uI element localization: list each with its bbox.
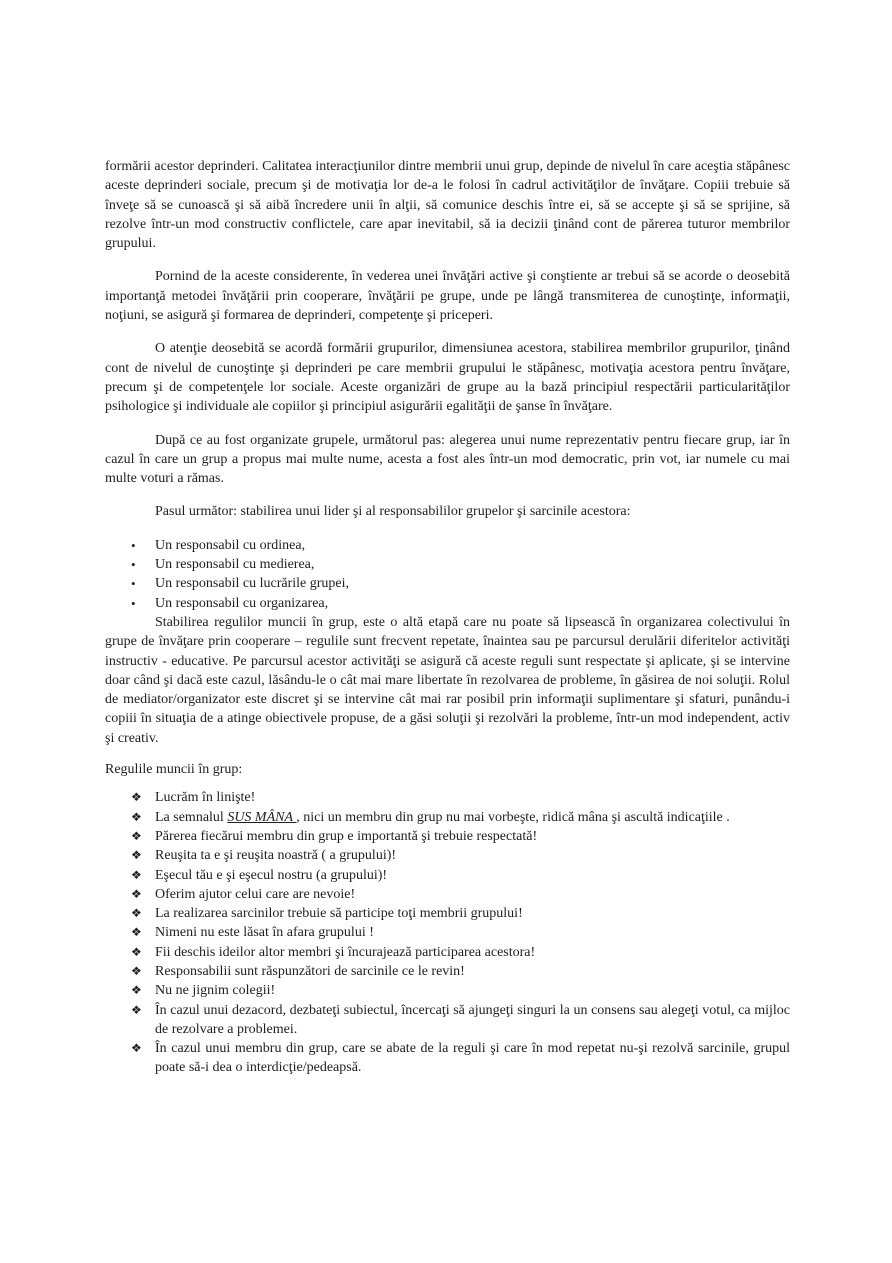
- rule-item-text-prefix: La semnalul: [155, 809, 228, 825]
- diamond-bullet-icon: ❖: [131, 867, 142, 882]
- diamond-bullet-icon: ❖: [131, 906, 142, 921]
- rule-item-text: Lucrăm în linişte!: [155, 790, 256, 806]
- rule-item-text-suffix: , nici un membru din grup nu mai vorbeşte, ridică mâna şi ascultă indicaţiile .: [296, 809, 730, 825]
- rule-item: [105, 1001, 790, 1040]
- responsible-item-text: Un responsabil cu medierea,: [155, 557, 315, 573]
- rule-item-text: Reuşita ta e şi reuşita noastră ( a grupului)!: [155, 848, 397, 864]
- rule-item: [105, 885, 790, 904]
- rule-item-text: Nimeni nu este lăsat în afara grupului !: [155, 925, 374, 941]
- rule-item-text: Nu ne jignim colegii!: [155, 983, 276, 999]
- rules-heading: Regulile muncii în grup:: [105, 762, 243, 778]
- rule-item: [105, 827, 790, 846]
- rule-item: [105, 923, 790, 942]
- rule-item-text: Oferim ajutor celui care are nevoie!: [155, 886, 356, 902]
- rule-item-text: În cazul unui dezacord, dezbateţi subiectul, încercaţi să ajungeţi singuri la un consens sau alegeţi votul, ca mijloc de rezolvare a problemei.: [155, 1002, 790, 1037]
- rules-list: [105, 788, 790, 1077]
- rule-item: [105, 943, 790, 962]
- bullet-icon: •: [131, 595, 136, 611]
- responsible-item: [105, 594, 790, 613]
- rule-item: [105, 866, 790, 885]
- paragraph-group-naming: După ce au fost organizate grupele, următorul pas: alegerea unui nume reprezentativ pentru fiecare grup, iar în cazul în care un grup a propus mai multe nume, acesta a fost ales într-un mod democratic, prin vot, iar numele cu mai multe voturi a rămas.: [105, 432, 790, 487]
- rule-item: [105, 846, 790, 865]
- rule-item: [105, 808, 790, 827]
- paragraph-rules-establishment: Stabilirea regulilor muncii în grup, este o altă etapă care nu poate să lipsească în organizarea colectivului în grupe de învăţare prin cooperare – regulile sunt frecvent repetate, înaintea sau pe parcursul derulării diferitelor activităţi instructiv - educative. Pe parcursul acestor activităţi se asigură că aceste reguli sunt respectate şi aplicate, şi se intervine doar când şi dacă este cazul, lăsându-le o cât mai mare libertate în rezolvarea de probleme, în găsirea de noi soluţii. Rolul de mediator/organizator este discret şi se intervine cât mai rar posibil prin informaţii suplimentare şi sfaturi, punându-i copiii în situaţia de a atinge obiectivele propuse, de a găsi soluţii şi rezolvări la probleme, într-un mod independent, activ şi creativ.: [105, 614, 790, 746]
- rule-item: [105, 981, 790, 1000]
- bullet-icon: •: [131, 557, 136, 573]
- rule-item-text: Responsabilii sunt răspunzători de sarcinile ce le revin!: [155, 963, 465, 979]
- rule-item-text: Fii deschis ideilor altor membri şi încurajează participarea acestora!: [155, 944, 536, 960]
- diamond-bullet-icon: ❖: [131, 963, 142, 978]
- responsible-item: [105, 536, 790, 555]
- responsible-item: [105, 555, 790, 574]
- rule-item: [105, 1039, 790, 1078]
- diamond-bullet-icon: ❖: [131, 1002, 142, 1017]
- rule-item-text: În cazul unui membru din grup, care se abate de la reguli şi care în mod repetat nu-şi rezolvă sarcinile, grupul poate să-i dea o interdicţie/pedeapsă.: [155, 1041, 790, 1076]
- diamond-bullet-icon: ❖: [131, 886, 142, 901]
- responsible-item-text: Un responsabil cu ordinea,: [155, 537, 306, 553]
- rule-item: [105, 962, 790, 981]
- responsible-item: [105, 574, 790, 593]
- responsible-list: [105, 536, 790, 613]
- bullet-icon: •: [131, 576, 136, 592]
- diamond-bullet-icon: ❖: [131, 983, 142, 998]
- rule-item-text: La realizarea sarcinilor trebuie să participe toţi membrii grupului!: [155, 906, 523, 922]
- rule-item-emphasis-sus-mana: SUS MÂNA: [227, 809, 297, 825]
- diamond-bullet-icon: ❖: [131, 925, 142, 940]
- rule-item-text: Părerea fiecărui membru din grup e importantă şi trebuie respectată!: [155, 828, 538, 844]
- rule-item: [105, 904, 790, 923]
- paragraph-group-formation: O atenţie deosebită se acordă formării grupurilor, dimensiunea acestora, stabilirea membrilor grupurilor, ţinând cont de nivelul de cunoştinţe şi deprinderi pe care membrii grupului le stăpânesc, motivaţia acestora pentru învăţare, precum şi de competenţele lor sociale. Aceste organizări de grupe au la bază principiul respectării particularităţilor psihologice şi individuale ale copiilor şi principiul asigurării egalităţii de şanse în învăţare.: [105, 341, 790, 415]
- diamond-bullet-icon: ❖: [131, 790, 142, 805]
- bullet-icon: •: [131, 537, 136, 553]
- diamond-bullet-icon: ❖: [131, 1041, 142, 1056]
- paragraph-cooperative-learning: Pornind de la aceste considerente, în vederea unei învăţări active şi conştiente ar trebui să se acorde o deosebită importanţă metodei învăţării prin cooperare, învăţării pe grupe, unde pe lângă transmiterea de cunoştinţe, informaţii, noţiuni, se asigură şi formarea de deprinderi, competenţe şi priceperi.: [105, 269, 790, 324]
- diamond-bullet-icon: ❖: [131, 828, 142, 843]
- paragraph-next-step-leader: Pasul următor: stabilirea unui lider şi al responsabililor grupelor şi sarcinile acestora:: [155, 504, 631, 520]
- diamond-bullet-icon: ❖: [131, 848, 142, 863]
- responsible-item-text: Un responsabil cu organizarea,: [155, 595, 329, 611]
- diamond-bullet-icon: ❖: [131, 809, 142, 824]
- paragraph-skills-quality: formării acestor deprinderi. Calitatea interacţiunilor dintre membrii unui grup, depinde de nivelul în care aceştia stăpânesc aceste deprinderi sociale, precum şi de motivaţia lor de-a le folosi în cadrul activităţilor de învăţare. Copiii trebuie să înveţe să se cunoască şi să aibă încredere unii în alţii, să comunice deschis între ei, să se accepte şi să se sprijine, să rezolve într-un mod constructiv conflictele, care apar inevitabil, să ia decizii ţinând cont de părerea tuturor membrilor grupului.: [105, 159, 790, 252]
- responsible-item-text: Un responsabil cu lucrările grupei,: [155, 576, 349, 592]
- rule-item-text: Eşecul tău e şi eşecul nostru (a grupului)!: [155, 867, 388, 883]
- rule-item: [105, 788, 790, 807]
- diamond-bullet-icon: ❖: [131, 944, 142, 959]
